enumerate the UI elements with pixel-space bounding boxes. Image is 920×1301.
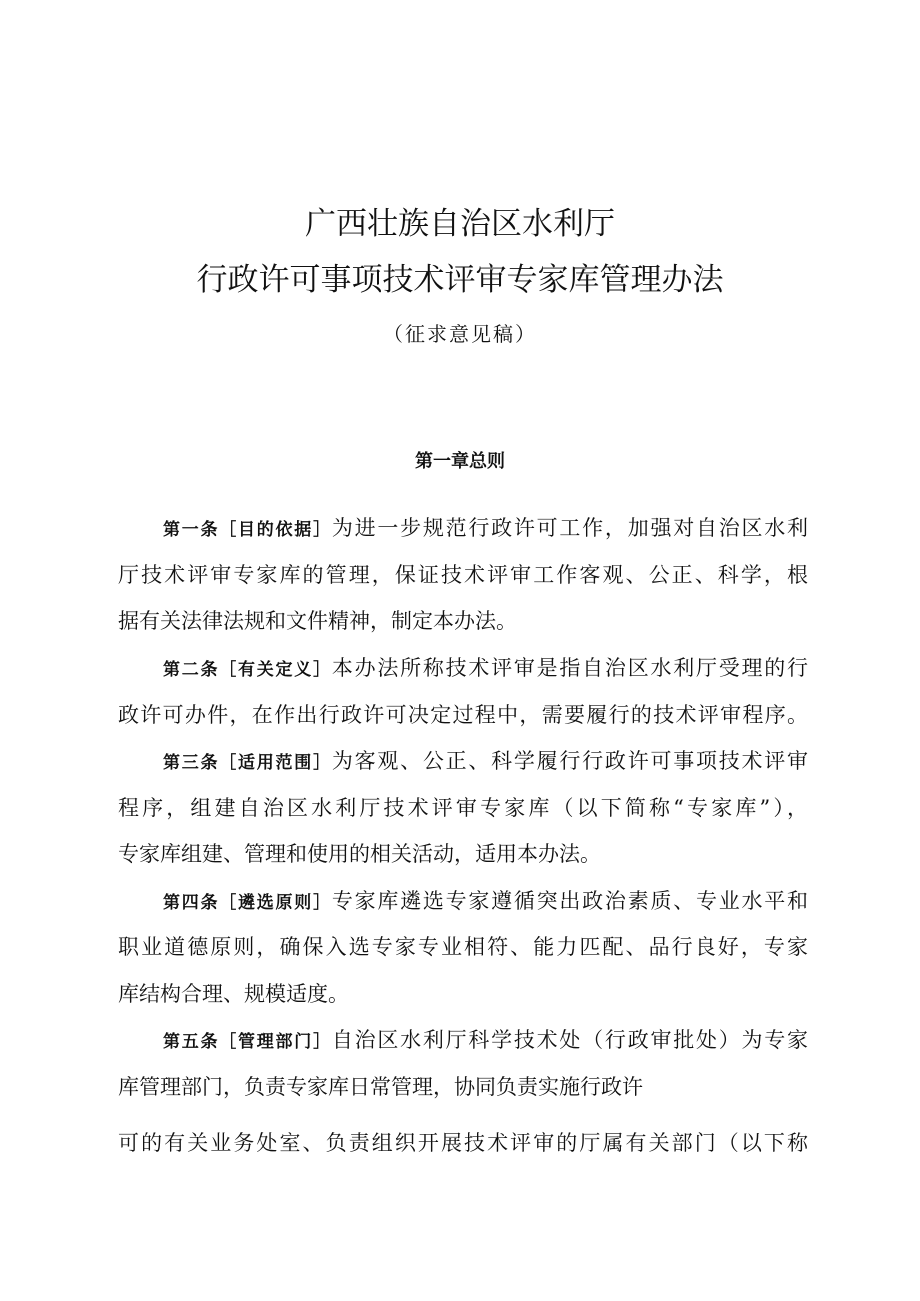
article-2-text-1: 本办法所称技术评审是指自治区水利厅受理的行 (331, 656, 808, 680)
article-3-line-2: 程序，组建自治区水利厅技术评审专家库（以下简称“专家库”）， (118, 796, 808, 820)
article-1-line-3: 据有关法律法规和文件精神，制定本办法。 (118, 609, 517, 633)
article-1-line-1 (163, 512, 808, 542)
article-3-lead: 第三条［适用范围］ (163, 753, 332, 773)
chapter-heading: 第一章总则 (415, 451, 505, 472)
article-4-line-2: 职业道德原则，确保入选专家专业相符、能力匹配、品行良好，专家 (118, 935, 808, 959)
article-4-text-1: 专家库遴选专家遵循突出政治素质、专业水平和 (331, 889, 808, 913)
document-title-line-2: 行政许可事项技术评审专家库管理办法 (196, 262, 724, 298)
article-2-line-2: 政许可办件，在作出行政许可决定过程中，需要履行的技术评审程序。 (118, 703, 808, 727)
article-2-lead: 第二条［有关定义］ (163, 660, 332, 680)
document-subtitle: （征求意见稿） (383, 322, 537, 346)
article-5-text-1: 自治区水利厅科学技术处（行政审批处）为专家 (331, 1028, 808, 1052)
article-4-line-1 (163, 885, 808, 915)
article-1-lead: 第一条［目的依据］ (163, 520, 332, 540)
article-5-line-3: 可的有关业务处室、负责组织开展技术评审的厅属有关部门（以下称 (118, 1131, 808, 1155)
article-1-line-2: 厅技术评审专家库的管理，保证技术评审工作客观、公正、科学，根 (118, 563, 808, 587)
article-3-text-1: 为客观、公正、科学履行行政许可事项技术评审 (331, 749, 808, 773)
article-1-text-1: 为进一步规范行政许可工作，加强对自治区水利 (331, 516, 808, 540)
article-2-line-1 (163, 652, 808, 682)
article-5-line-1 (163, 1024, 808, 1054)
article-5-lead: 第五条［管理部门］ (163, 1032, 332, 1052)
article-3-line-3: 专家库组建、管理和使用的相关活动，适用本办法。 (118, 842, 601, 866)
document-title-line-1: 广西壮族自治区水利厅 (305, 206, 615, 242)
article-4-lead: 第四条［遴选原则］ (163, 893, 332, 913)
article-5-line-2: 库管理部门，负责专家库日常管理，协同负责实施行政许 (118, 1075, 643, 1099)
article-4-line-3: 库结构合理、规模适度。 (118, 982, 349, 1006)
article-3-line-1 (163, 745, 808, 775)
